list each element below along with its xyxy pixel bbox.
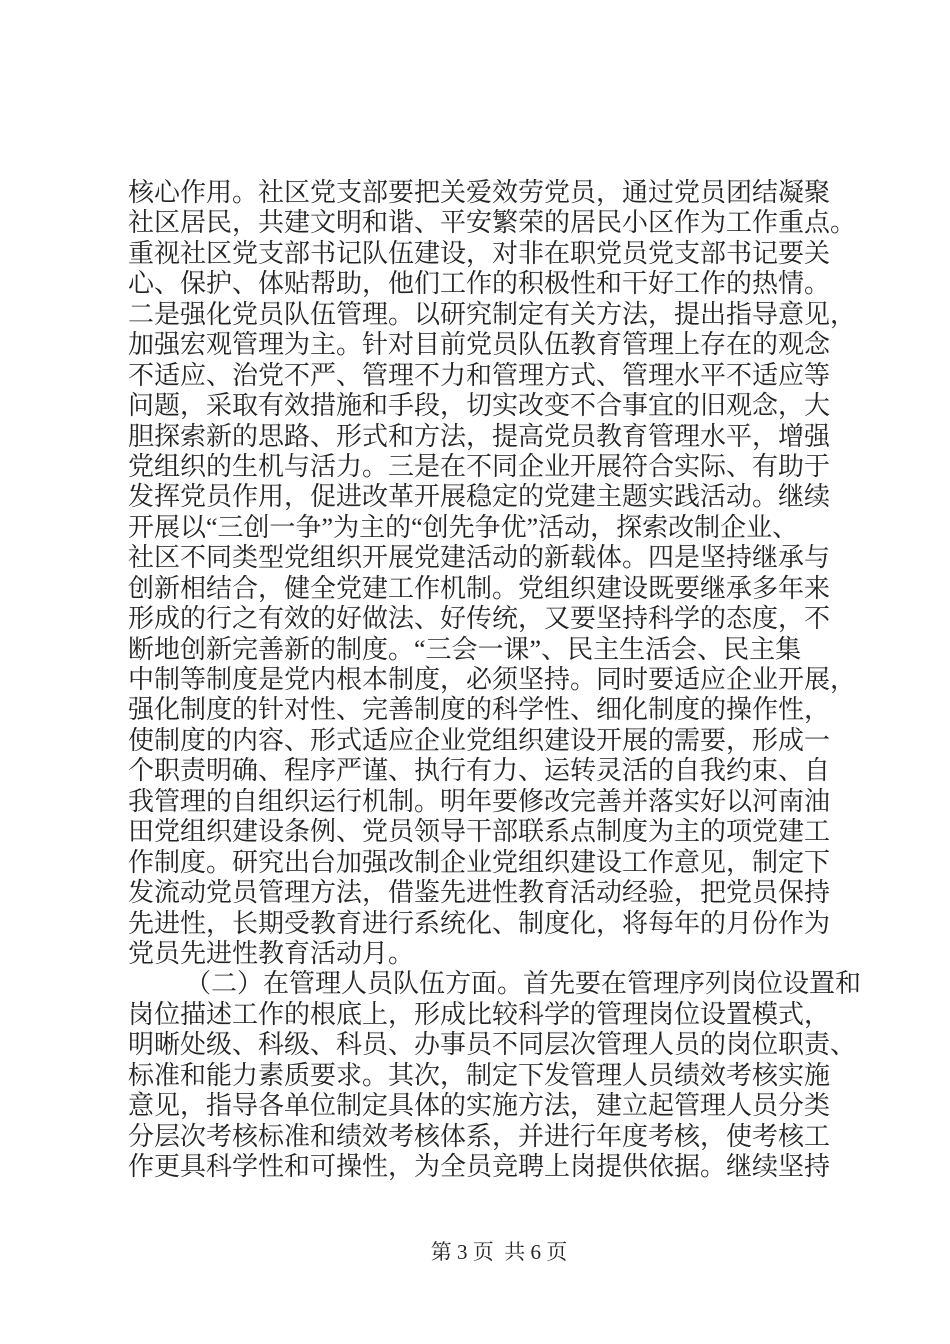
text-line: 创新相结合，健全党建工作机制。党组织建设既要继承多年来 [128, 573, 831, 603]
text-line: 加强宏观管理为主。针对目前党员队伍教育管理上存在的观念 [128, 330, 831, 360]
text-line: 社区居民，共建文明和谐、平安繁荣的居民小区作为工作重点。 [128, 208, 857, 238]
text-line: 不适应、治党不严、管理不力和管理方式、管理水平不适应等 [128, 360, 831, 390]
text-line: 党组织的生机与活力。三是在不同企业开展符合实际、有助于 [128, 451, 831, 481]
text-line: （二）在管理人员队伍方面。首先要在管理序列岗位设置和 [185, 969, 862, 999]
text-line: 标准和能力素质要求。其次，制定下发管理人员绩效考核实施 [128, 1060, 831, 1090]
text-line: 强化制度的针对性、完善制度的科学性、细化制度的操作性， [128, 695, 831, 725]
text-line: 重视社区党支部书记队伍建设，对非在职党员党支部书记要关 [128, 238, 831, 268]
text-line: 开展以“三创一争”为主的“创先争优”活动，探索改制企业、 [128, 512, 799, 542]
text-line: 分层次考核标准和绩效考核体系，并进行年度考核，使考核工 [128, 1121, 831, 1151]
page-footer [0, 1240, 950, 1264]
text-line: 党员先进性教育活动月。 [128, 938, 415, 968]
text-line: 社区不同类型党组织开展党建活动的新载体。四是坚持继承与 [128, 543, 831, 573]
text-line: 发挥党员作用，促进改革开展稳定的党建主题实践活动。继续 [128, 482, 831, 512]
text-line: 田党组织建设条例、党员领导干部联系点制度为主的项党建工 [128, 817, 831, 847]
text-line: 使制度的内容、形式适应企业党组织建设开展的需要，形成一 [128, 725, 831, 755]
text-line: 作制度。研究出台加强改制企业党组织建设工作意见，制定下 [128, 847, 831, 877]
text-line: 发流动党员管理方法，借鉴先进性教育活动经验，把党员保持 [128, 878, 831, 908]
text-line: 先进性，长期受教育进行系统化、制度化，将每年的月份作为 [128, 908, 831, 938]
text-line: 问题，采取有效措施和手段，切实改变不合事宜的旧观念，大 [128, 391, 831, 421]
text-line: 明晰处级、科级、科员、办事员不同层次管理人员的岗位职责、 [128, 1030, 857, 1060]
text-line: 个职责明确、程序严谨、执行有力、运转灵活的自我约束、自 [128, 756, 831, 786]
text-line: 意见，指导各单位制定具体的实施方法，建立起管理人员分类 [128, 1091, 831, 1121]
document-body [128, 178, 862, 1182]
text-line: 岗位描述工作的根底上，形成比较科学的管理岗位设置模式， [128, 999, 831, 1029]
page-number-label: 第 3 页 共 6 页 [430, 1240, 568, 1264]
text-line: 作更具科学性和可操性，为全员竞聘上岗提供依据。继续坚持 [128, 1152, 831, 1181]
text-line: 核心作用。社区党支部要把关爱效劳党员，通过党员团结凝聚 [128, 178, 831, 207]
text-line: 形成的行之有效的好做法、好传统，又要坚持科学的态度，不 [128, 604, 831, 634]
text-line: 断地创新完善新的制度。“三会一课”、民主生活会、民主集 [128, 634, 802, 664]
text-line: 心、保护、体贴帮助，他们工作的积极性和干好工作的热情。 [128, 269, 831, 299]
text-line: 胆探索新的思路、形式和方法，提高党员教育管理水平，增强 [128, 421, 831, 451]
text-line: 二是强化党员队伍管理。以研究制定有关方法，提出指导意见， [128, 299, 857, 329]
text-line: 我管理的自组织运行机制。明年要修改完善并落实好以河南油 [128, 786, 831, 816]
text-line: 中制等制度是党内根本制度，必须坚持。同时要适应企业开展， [128, 665, 857, 694]
